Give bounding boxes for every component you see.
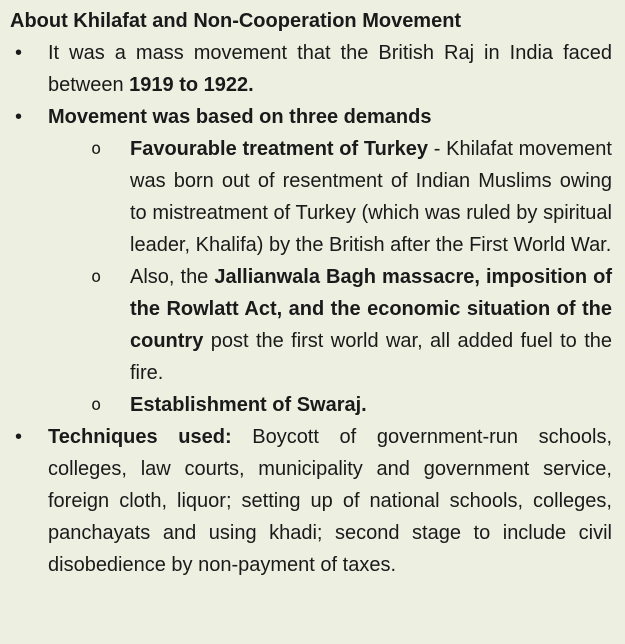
list-item-text — [130, 261, 612, 389]
text-run-bold: Movement was based on three demands — [48, 106, 432, 128]
list-item — [10, 37, 612, 101]
text-run-bold: 1919 to 1922. — [129, 74, 254, 96]
sub-list-item — [10, 133, 612, 261]
text-run: It was a mass movement that the British Raj in India faced between — [48, 42, 612, 96]
text-run: Also, the — [130, 266, 215, 288]
list-item-text — [48, 421, 612, 581]
sub-list-item — [10, 389, 612, 421]
bullet-disc-icon: • — [15, 42, 23, 64]
text-run: Boycott of government-run schools, colleges, law courts, municipality and government service, foreign cloth, liquor; setting up of national schools, colleges, panchayats and using khadi; second stage to include civil disobedience by non-payment of taxes. — [48, 426, 613, 576]
text-run-bold: Jallianwala Bagh massacre, imposition of the Rowlatt Act, and the economic situation of the country — [130, 266, 612, 352]
list-item — [10, 101, 612, 133]
text-run: - Khilafat movement was born out of resentment of Indian Muslims owing to mistreatment of Turkey (which was ruled by spiritual leader, Khalifa) by the British after the First World War. — [130, 138, 612, 256]
list-item-text — [48, 101, 612, 133]
text-run-bold: Favourable treatment of Turkey — [130, 138, 429, 160]
text-run-bold: Techniques used: — [48, 426, 232, 448]
list-item-text — [48, 37, 612, 101]
bullet-disc-icon: • — [15, 106, 23, 128]
text-run: post the first world war, all added fuel to the fire. — [130, 330, 612, 384]
bullet-circle-icon: o — [91, 139, 102, 159]
page-title: About Khilafat and Non-Cooperation Movement — [10, 10, 462, 32]
list-item-text — [130, 133, 612, 261]
bullet-disc-icon: • — [15, 426, 23, 448]
list-item-text — [130, 389, 612, 421]
text-run-bold: Establishment of Swaraj. — [130, 394, 367, 416]
bullet-circle-icon: o — [91, 395, 102, 415]
list-item — [10, 421, 612, 581]
bullet-circle-icon: o — [91, 267, 102, 287]
sub-list-item — [10, 261, 612, 389]
